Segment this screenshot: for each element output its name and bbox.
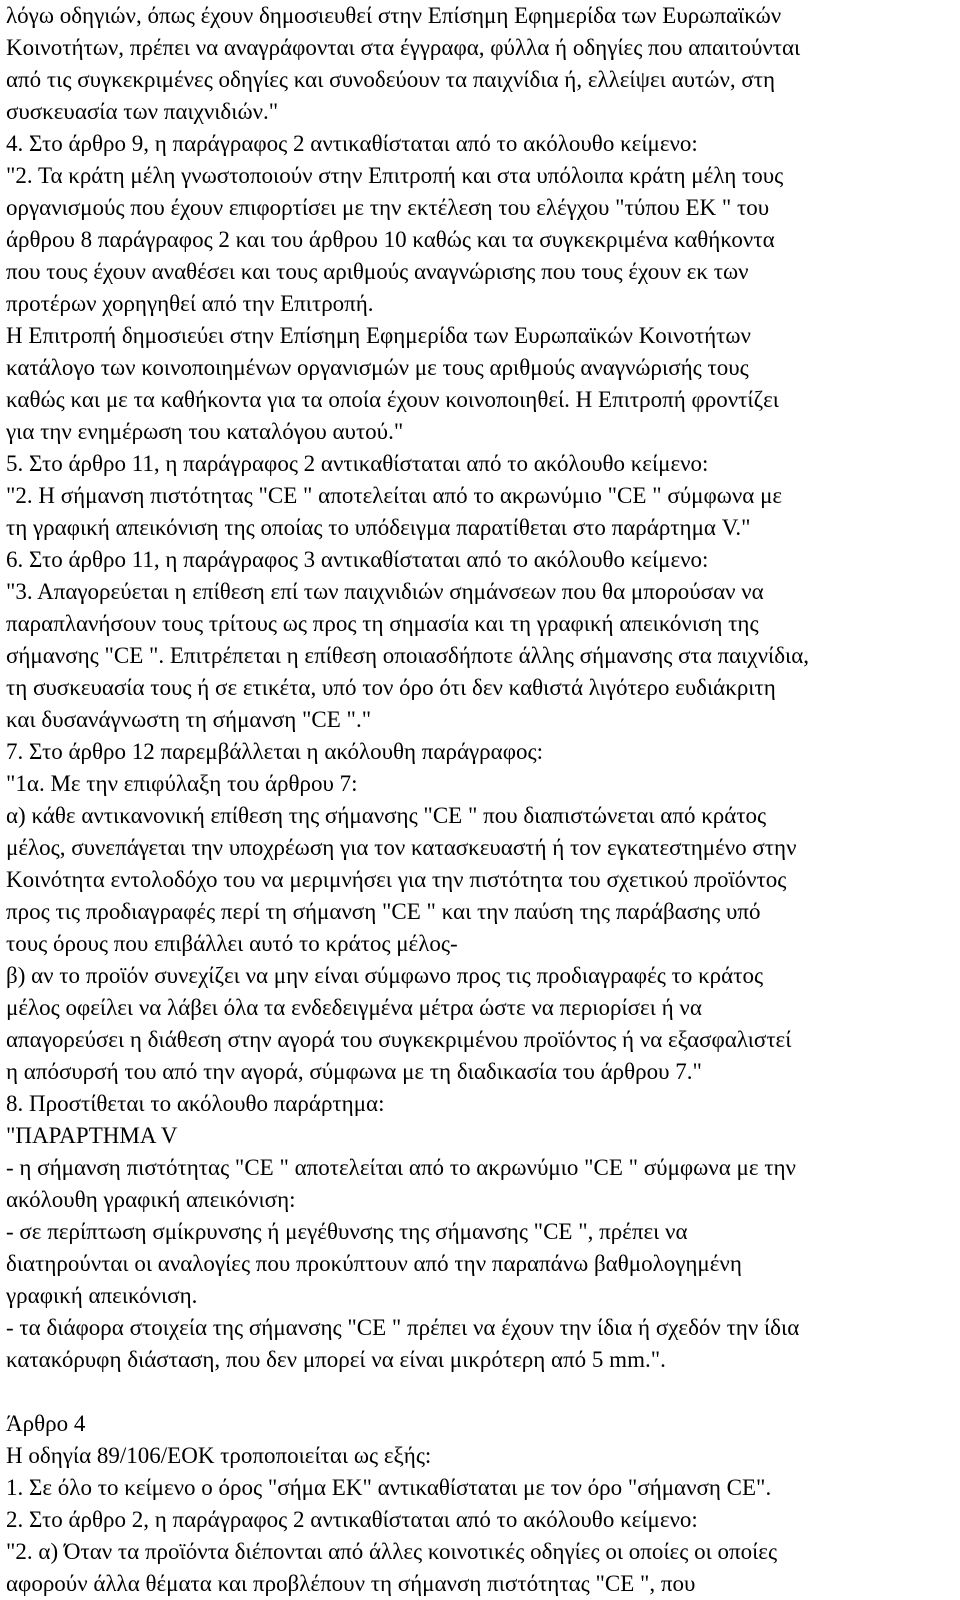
text-line: "ΠΑΡΑΡΤΗΜΑ V (6, 1123, 178, 1148)
text-line: οργανισμούς που έχουν επιφορτίσει με την εκτέλεση του ελέγχου "τύπου ΕΚ " του (6, 195, 770, 220)
text-line: τη γραφική απεικόνιση της οποίας το υπόδειγμα παρατίθεται στο παράρτημα V." (6, 515, 751, 540)
text-line: 8. Προστίθεται το ακόλουθο παράρτημα: (6, 1091, 385, 1116)
text-line: "3. Απαγορεύεται η επίθεση επί των παιχνιδιών σημάνσεων που θα μπορούσαν να (6, 579, 764, 604)
text-line: 6. Στο άρθρο 11, η παράγραφος 3 αντικαθίσταται από το ακόλουθο κείμενο: (6, 547, 709, 572)
text-line: προς τις προδιαγραφές περί τη σήμανση "CE " και την παύση της παράβασης υπό (6, 899, 761, 924)
text-line: Η οδηγία 89/106/ΕΟΚ τροποποιείται ως εξής: (6, 1443, 432, 1468)
paragraph-spacer (6, 1376, 954, 1408)
text-line: διατηρούνται οι αναλογίες που προκύπτουν από την παραπάνω βαθμολογημένη (6, 1251, 742, 1276)
text-line: που τους έχουν αναθέσει και τους αριθμούς αναγνώρισης που τους έχουν εκ των (6, 259, 749, 284)
text-line: γραφική απεικόνιση. (6, 1283, 198, 1308)
text-line: από τις συγκεκριμένες οδηγίες και συνοδεύουν τα παιχνίδια ή, ελλείψει αυτών, στη (6, 67, 776, 92)
text-line: λόγω οδηγιών, όπως έχουν δημοσιευθεί στην Επίσημη Εφημερίδα των Ευρωπαϊκών (6, 3, 782, 28)
text-line: 7. Στο άρθρο 12 παρεμβάλλεται η ακόλουθη παράγραφος: (6, 739, 543, 764)
text-line: κατάλογο των κοινοποιημένων οργανισμών με τους αριθμούς αναγνώρισής τους (6, 355, 749, 380)
text-line: "2. Η σήμανση πιστότητας "CE " αποτελείται από το ακρωνύμιο "CE " σύμφωνα με (6, 483, 783, 508)
text-line: ακόλουθη γραφική απεικόνιση: (6, 1187, 296, 1212)
text-line: - τα διάφορα στοιχεία της σήμανσης "CE " πρέπει να έχουν την ίδια ή σχεδόν την ίδια (6, 1315, 800, 1340)
text-line: τη συσκευασία τους ή σε ετικέτα, υπό τον όρο ότι δεν καθιστά λιγότερο ευδιάκριτη (6, 675, 776, 700)
text-line: καθώς και με τα καθήκοντα για τα οποία έχουν κοινοποιηθεί. Η Επιτροπή φροντίζει (6, 387, 779, 412)
text-line: Κοινοτήτων, πρέπει να αναγράφονται στα έγγραφα, φύλλα ή οδηγίες που απαιτούνται (6, 35, 801, 60)
text-line: "2. Τα κράτη μέλη γνωστοποιούν στην Επιτροπή και στα υπόλοιπα κράτη μέλη τους (6, 163, 784, 188)
text-line: - η σήμανση πιστότητας "CE " αποτελείται από το ακρωνύμιο "CE " σύμφωνα με την (6, 1155, 796, 1180)
text-line: άρθρου 8 παράγραφος 2 και του άρθρου 10 καθώς και τα συγκεκριμένα καθήκοντα (6, 227, 775, 252)
document-block-articles-amendments (6, 0, 954, 1376)
text-line: Κοινότητα εντολοδόχο του να μεριμνήσει για την πιστότητα του σχετικού προϊόντος (6, 867, 787, 892)
text-line: Άρθρο 4 (6, 1411, 86, 1436)
text-line: τους όρους που επιβάλλει αυτό το κράτος μέλος- (6, 931, 458, 956)
text-line: για την ενημέρωση του καταλόγου αυτού." (6, 419, 404, 444)
text-line: 2. Στο άρθρο 2, η παράγραφος 2 αντικαθίσταται από το ακόλουθο κείμενο: (6, 1507, 698, 1532)
text-line: η απόσυρσή του από την αγορά, σύμφωνα με τη διαδικασία του άρθρου 7." (6, 1059, 702, 1084)
document-body (6, 0, 954, 1600)
text-line: α) κάθε αντικανονική επίθεση της σήμανσης "CE " που διαπιστώνεται από κράτος (6, 803, 767, 828)
text-line: β) αν το προϊόν συνεχίζει να μην είναι σύμφωνο προς τις προδιαγραφές το κράτος (6, 963, 764, 988)
text-line: σήμανσης "CE ". Επιτρέπεται η επίθεση οποιασδήποτε άλλης σήμανσης στα παιχνίδια, (6, 643, 810, 668)
text-line: απαγορεύσει η διάθεση στην αγορά του συγκεκριμένου προϊόντος ή να εξασφαλιστεί (6, 1027, 792, 1052)
text-line: και δυσανάγνωστη τη σήμανση "CE "." (6, 707, 372, 732)
text-line: 1. Σε όλο το κείμενο ο όρος "σήμα ΕΚ" αντικαθίσταται με τον όρο "σήμανση CE". (6, 1475, 772, 1500)
text-line: μέλος οφείλει να λάβει όλα τα ενδεδειγμένα μέτρα ώστε να περιορίσει ή να (6, 995, 702, 1020)
text-line: 4. Στο άρθρο 9, η παράγραφος 2 αντικαθίσταται από το ακόλουθο κείμενο: (6, 131, 698, 156)
text-line: μέλος, συνεπάγεται την υποχρέωση για τον κατασκευαστή ή τον εγκατεστημένο στην (6, 835, 797, 860)
text-line: συσκευασία των παιχνιδιών." (6, 99, 279, 124)
text-line: παραπλανήσουν τους τρίτους ως προς τη σημασία και τη γραφική απεικόνιση της (6, 611, 759, 636)
document-block-article-4 (6, 1408, 954, 1600)
text-line: αφορούν άλλα θέματα και προβλέπουν τη σήμανση πιστότητας "CE ", που (6, 1571, 696, 1596)
text-line: κατακόρυφη διάσταση, που δεν μπορεί να είναι μικρότερη από 5 mm.". (6, 1347, 666, 1372)
text-line: "1α. Με την επιφύλαξη του άρθρου 7: (6, 771, 358, 796)
text-line: 5. Στο άρθρο 11, η παράγραφος 2 αντικαθίσταται από το ακόλουθο κείμενο: (6, 451, 709, 476)
text-line: Η Επιτροπή δημοσιεύει στην Επίσημη Εφημερίδα των Ευρωπαϊκών Κοινοτήτων (6, 323, 751, 348)
text-line: - σε περίπτωση σμίκρυνσης ή μεγέθυνσης της σήμανσης "CE ", πρέπει να (6, 1219, 688, 1244)
text-line: προτέρων χορηγηθεί από την Επιτροπή. (6, 291, 374, 316)
text-line: "2. α) Όταν τα προϊόντα διέπονται από άλλες κοινοτικές οδηγίες οι οποίες οι οποίες (6, 1539, 778, 1564)
